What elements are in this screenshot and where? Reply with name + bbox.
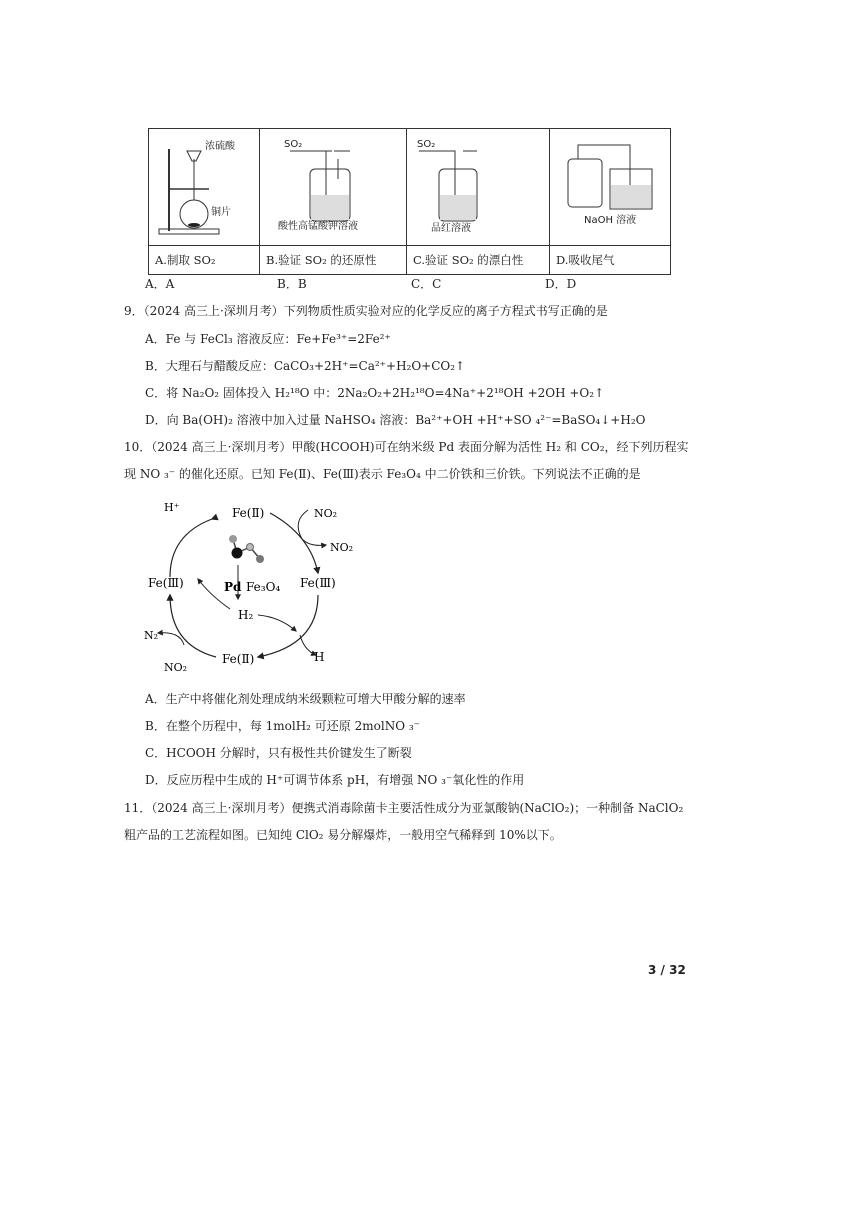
label-naoh: NaOH 溶液 xyxy=(584,215,637,226)
caption-b: B.验证 SO₂ 的还原性 xyxy=(260,246,407,275)
h-plus-label: H⁺ xyxy=(164,501,180,514)
answer-option-c: C．C xyxy=(411,277,442,291)
caption-c: C.验证 SO₂ 的漂白性 xyxy=(407,246,550,275)
answer-option-b: B．B xyxy=(277,277,307,291)
arc-top-right xyxy=(270,513,318,573)
q10-option-c: C．HCOOH 分解时，只有极性共价键发生了断裂 xyxy=(145,746,412,760)
q11-line2: 粗产品的工艺流程如图。已知纯 ClO₂ 易分解爆炸，一般用空气稀释到 10%以下。 xyxy=(124,828,562,842)
q9-stem: 9．（2024 高三上·深圳月考）下列物质性质实验对应的化学反应的离子方程式书写正确的是 xyxy=(124,304,608,318)
apparatus-d-cell xyxy=(550,129,671,246)
h2-label: H₂ xyxy=(238,608,254,622)
label-so2-b: SO₂ xyxy=(284,139,303,150)
h2-to-h-arrow xyxy=(258,615,296,631)
flask-stand-drawing xyxy=(149,129,259,241)
fe2-bottom-label: Fe(Ⅱ) xyxy=(222,652,255,666)
fe2-top-label: Fe(Ⅱ) xyxy=(232,506,265,520)
h-label: H xyxy=(314,650,325,664)
label-kmno4: 酸性高锰酸钾溶液 xyxy=(278,221,358,232)
no2-left-label: NO₂ xyxy=(164,661,188,674)
apparatus-c-cell xyxy=(407,129,550,246)
pd-label: Pd xyxy=(224,580,242,594)
arc-bottom-right xyxy=(258,595,318,657)
arc-bottom-left xyxy=(170,595,216,657)
caption-a: A.制取 SO₂ xyxy=(149,246,260,275)
catalytic-cycle-diagram xyxy=(140,495,380,680)
apparatus-table xyxy=(148,128,671,275)
hcooh-molecule-icon xyxy=(229,535,264,563)
label-copper: 铜片 xyxy=(211,207,231,218)
page-number: 3 / 32 xyxy=(648,963,686,977)
q11-line1: 11．（2024 高三上·深圳月考）便携式消毒除菌卡主要活性成分为亚氯酸钠(NaClO₂)；一种制备 NaClO₂ xyxy=(124,801,684,815)
no2-out-label: NO₂ xyxy=(330,541,354,554)
fe3-left-label: Fe(Ⅲ) xyxy=(148,576,184,590)
arc-top-left xyxy=(170,519,212,577)
q9-option-b: B．大理石与醋酸反应：CaCO₃+2H⁺=Ca²⁺+H₂O+CO₂↑ xyxy=(145,359,466,373)
label-conc-sulfuric: 浓硫酸 xyxy=(205,141,235,152)
q10-option-d: D．反应历程中生成的 H⁺可调节体系 pH，有增强 NO ₃⁻氧化性的作用 xyxy=(145,773,525,787)
apparatus-a-cell xyxy=(149,129,260,246)
q9-option-a: A．Fe 与 FeCl₃ 溶液反应：Fe+Fe³⁺=2Fe²⁺ xyxy=(145,332,391,346)
q9-option-c: C．将 Na₂O₂ 固体投入 H₂¹⁸O 中：2Na₂O₂+2H₂¹⁸O=4Na⁺+2¹⁸OH +2OH +O₂↑ xyxy=(145,386,605,400)
answer-option-d: D．D xyxy=(545,277,577,291)
q10-option-a: A．生产中将催化剂处理成纳米级颗粒可增大甲酸分解的速率 xyxy=(145,692,466,706)
q10-stem-line1: 10．（2024 高三上·深圳月考）甲酸(HCOOH)可在纳米级 Pd 表面分解为活性 H₂ 和 CO₂，经下列历程实 xyxy=(124,440,689,454)
q9-option-d: D．向 Ba(OH)₂ 溶液中加入过量 NaHSO₄ 溶液：Ba²⁺+OH +H⁺+SO ₄²⁻=BaSO₄↓+H₂O xyxy=(145,413,646,427)
q10-stem-line2: 现 NO ₃⁻ 的催化还原。已知 Fe(Ⅱ)、Fe(Ⅲ)表示 Fe₃O₄ 中二价铁和三价铁。下列说法不正确的是 xyxy=(124,467,641,481)
no2-in-label: NO₂ xyxy=(314,507,338,520)
label-so2-c: SO₂ xyxy=(417,139,436,150)
caption-d: D.吸收尾气 xyxy=(550,246,671,275)
fe3-right-label: Fe(Ⅲ) xyxy=(300,576,336,590)
n2-label: N₂ xyxy=(144,629,159,642)
apparatus-b-cell xyxy=(260,129,407,246)
label-magenta: 品红溶液 xyxy=(431,223,471,234)
answer-option-a: A．A xyxy=(145,277,175,291)
fe3o4-label: Fe₃O₄ xyxy=(246,580,281,594)
q10-option-b: B．在整个历程中，每 1molH₂ 可还原 2molNO ₃⁻ xyxy=(145,719,420,733)
